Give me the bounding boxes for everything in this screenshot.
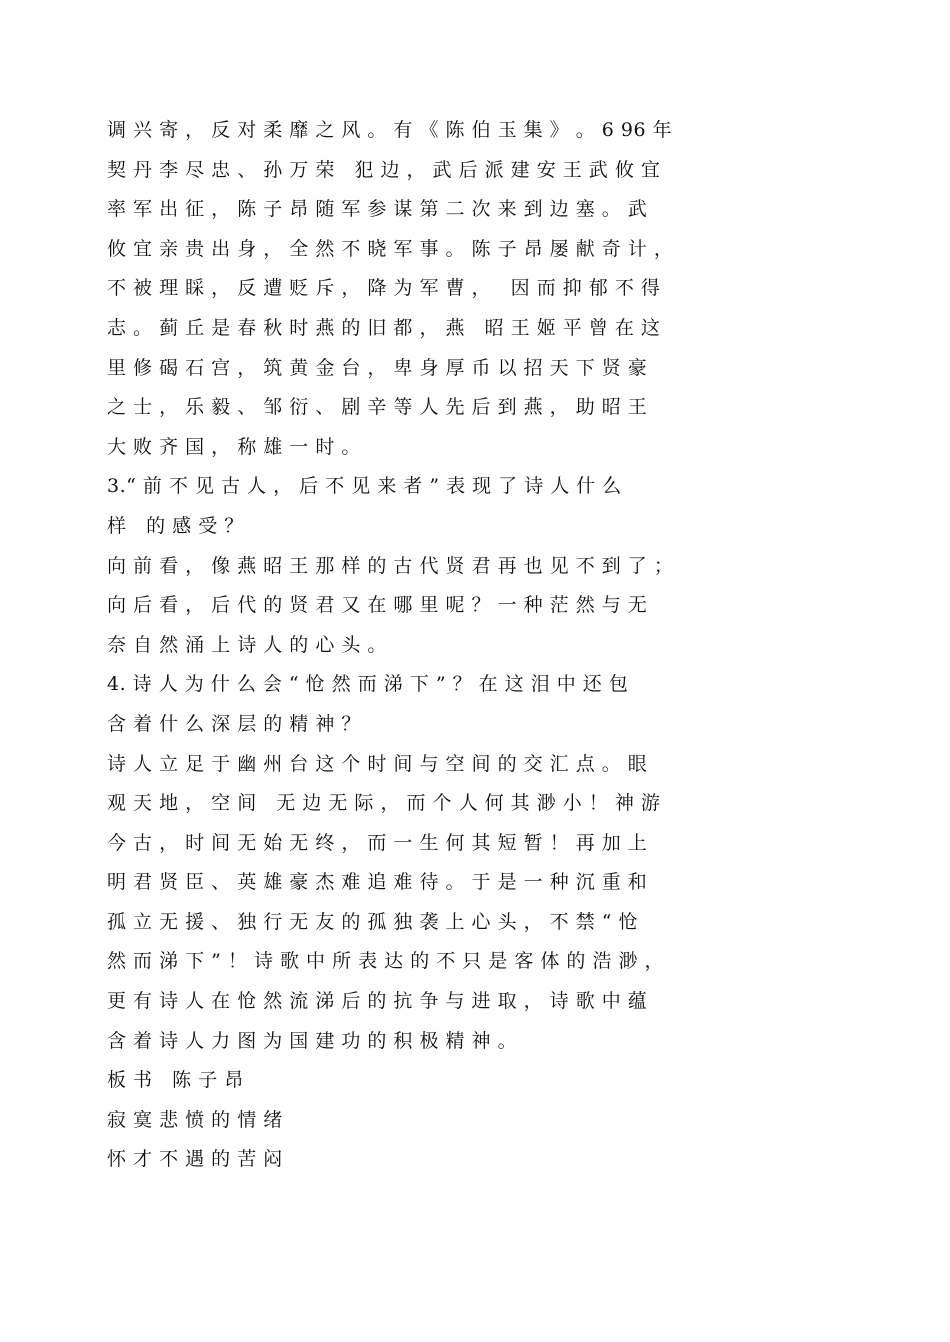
text-line: 率 军 出 征 ， 陈 子 昂 随 军 参 谋 第 二 次 来 到 边 塞 。 武: [107, 198, 648, 221]
text-line: 调 兴 寄 ， 反 对 柔 靡 之 风 。 有 《 陈 伯 玉 集 》 。 6 96 年: [107, 119, 673, 141]
text-line: 不 被 理 睬 ， 反 遭 贬 斥 ， 降 为 军 曹 ， 因 而 抑 郁 不 得: [107, 277, 661, 300]
text-line: 契 丹 李 尽 忠 、 孙 万 荣 犯 边 ， 武 后 派 建 安 王 武 攸 宜: [107, 158, 661, 181]
answer-3: 奈 自 然 涌 上 诗 人 的 心 头 。: [107, 633, 387, 656]
question-4: 4. 诗 人 为 什 么 会 “ 怆 然 而 涕 下 ” ？ 在 这 泪 中 还 包: [107, 673, 629, 696]
text-line: 攸 宜 亲 贵 出 身 ， 全 然 不 晓 军 事 。 陈 子 昂 屡 献 奇 计 ，: [107, 237, 674, 260]
answer-4: 含 着 诗 人 力 图 为 国 建 功 的 积 极 精 神 。: [107, 1029, 518, 1052]
answer-4: 今 古 ， 时 间 无 始 无 终 ， 而 一 生 何 其 短 暂 ！ 再 加 上: [107, 831, 648, 854]
blackboard-item: 怀 才 不 遇 的 苦 闷: [107, 1148, 283, 1171]
document-body: [107, 111, 867, 1180]
answer-4: 然 而 涕 下 ” ！ 诗 歌 中 所 表 达 的 不 只 是 客 体 的 浩 渺 ，: [107, 950, 665, 973]
blackboard-title: 板 书 陈 子 昂: [107, 1069, 244, 1092]
answer-3: 向 后 看 ， 后 代 的 贤 君 又 在 哪 里 呢 ？ 一 种 茫 然 与 无: [107, 594, 648, 617]
answer-4: 更 有 诗 人 在 怆 然 流 涕 后 的 抗 争 与 进 取 ， 诗 歌 中 蕴: [107, 990, 648, 1013]
answer-3: 向 前 看 ， 像 燕 昭 王 那 样 的 古 代 贤 君 再 也 见 不 到 了 ；: [107, 554, 674, 577]
answer-4: 孤 立 无 援 、 独 行 无 友 的 孤 独 袭 上 心 头 ， 不 禁 “ 怆: [107, 910, 639, 933]
text-line: 之 士 ， 乐 毅 、 邹 衍 、 剧 辛 等 人 先 后 到 燕 ， 助 昭 王: [107, 396, 648, 419]
text-line: 里 修 碣 石 宫 ， 筑 黄 金 台 ， 卑 身 厚 币 以 招 天 下 贤 豪: [107, 356, 648, 379]
question-3: 3.“ 前 不 见 古 人 ， 后 不 见 来 者 ” 表 现 了 诗 人 什 么: [107, 475, 622, 498]
answer-4: 明 君 贤 臣 、 英 雄 豪 杰 难 追 难 待 。 于 是 一 种 沉 重 和: [107, 871, 648, 894]
answer-4: 诗 人 立 足 于 幽 州 台 这 个 时 间 与 空 间 的 交 汇 点 。 眼: [107, 752, 648, 775]
question-4-continued: 含 着 什 么 深 层 的 精 神 ？: [107, 712, 361, 735]
blackboard-item: 寂 寞 悲 愤 的 情 绪: [107, 1108, 283, 1131]
answer-4: 观 天 地 ， 空 间 无 边 无 际 ， 而 个 人 何 其 渺 小 ！ 神 游: [107, 792, 661, 815]
question-3-continued: 样 的 感 受 ？: [107, 514, 244, 537]
text-line: 志 。 蓟 丘 是 春 秋 时 燕 的 旧 都 ， 燕 昭 王 姬 平 曾 在 这: [107, 316, 661, 339]
text-line: 大 败 齐 国 ， 称 雄 一 时 。: [107, 435, 361, 458]
